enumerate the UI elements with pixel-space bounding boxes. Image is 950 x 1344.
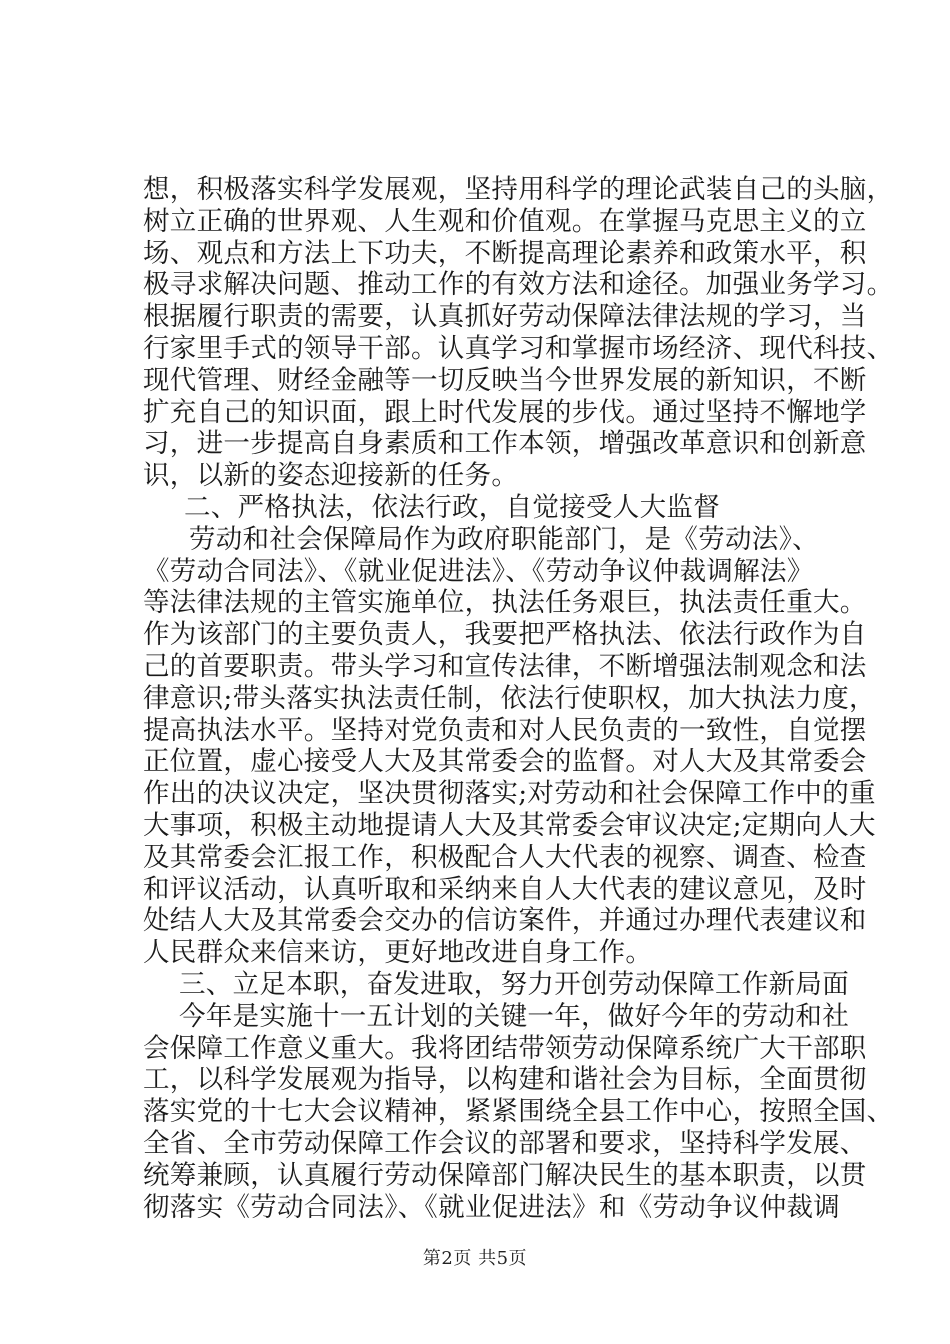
text-line: 律意识;带头落实执法责任制，依法行使职权，加大执法力度， [143, 682, 876, 714]
text-line: 彻落实《劳动合同法》、《就业促进法》和《劳动争议仲裁调 [143, 1191, 841, 1223]
text-line: 人民群众来信来访，更好地改进自身工作。 [143, 937, 653, 969]
text-line: 等法律法规的主管实施单位，执法任务艰巨，执法责任重大。 [143, 587, 867, 619]
text-line: 想，积极落实科学发展观，坚持用科学的理论武装自己的头脑， [143, 174, 894, 205]
text-line: 劳动和社会保障局作为政府职能部门，是《劳动法》、 [189, 523, 819, 555]
section-heading: 三、立足本职，奋发进取，努力开创劳动保障工作新局面 [179, 968, 849, 1000]
text-line: 大事项，积极主动地提请人大及其常委会审议决定;定期向人大 [143, 809, 876, 841]
text-line: 极寻求解决问题、推动工作的有效方法和途径。加强业务学习。 [143, 269, 894, 301]
text-line: 全省、全市劳动保障工作会议的部署和要求，坚持科学发展、 [143, 1127, 867, 1159]
text-line: 及其常委会汇报工作，积极配合人大代表的视察、调查、检查 [143, 841, 867, 873]
text-line: 现代管理、财经金融等一切反映当今世界发展的新知识，不断 [143, 364, 867, 396]
text-line: 树立正确的世界观、人生观和价值观。在掌握马克思主义的立 [143, 205, 867, 237]
text-line: 处结人大及其常委会交办的信访案件，并通过办理代表建议和 [143, 905, 867, 937]
text-line: 扩充自己的知识面，跟上时代发展的步伐。通过坚持不懈地学 [143, 396, 867, 428]
document-body [143, 174, 894, 1223]
text-line: 和评议活动，认真听取和采纳来自人大代表的建议意见，及时 [143, 873, 867, 905]
text-line: 今年是实施十一五计划的关键一年，做好今年的劳动和社 [179, 1000, 849, 1032]
text-line: 场、观点和方法上下功夫，不断提高理论素养和政策水平，积 [143, 237, 867, 269]
text-line: 提高执法水平。坚持对党负责和对人民负责的一致性，自觉摆 [143, 714, 867, 746]
text-line: 行家里手式的领导干部。认真学习和掌握市场经济、现代科技、 [143, 332, 894, 364]
page-number: 第2页 共5页 [422, 1248, 528, 1269]
text-line: 作出的决议决定，坚决贯彻落实;对劳动和社会保障工作中的重 [143, 778, 876, 810]
text-line: 工，以科学发展观为指导，以构建和谐社会为目标，全面贯彻 [143, 1064, 867, 1096]
text-line: 落实党的十七大会议精神，紧紧围绕全县工作中心，按照全国、 [143, 1096, 894, 1128]
text-line: 作为该部门的主要负责人，我要把严格执法、依法行政作为自 [143, 619, 867, 651]
section-heading: 二、严格执法，依法行政，自觉接受人大监督 [184, 491, 720, 523]
text-line: 统筹兼顾，认真履行劳动保障部门解决民生的基本职责，以贯 [143, 1159, 867, 1191]
text-line: 己的首要职责。带头学习和宣传法律，不断增强法制观念和法 [143, 650, 867, 682]
text-line: 根据履行职责的需要，认真抓好劳动保障法律法规的学习，当 [143, 301, 867, 333]
text-line: 识，以新的姿态迎接新的任务。 [143, 460, 519, 492]
text-line: 会保障工作意义重大。我将团结带领劳动保障系统广大干部职 [143, 1032, 867, 1064]
text-line: 习，进一步提高自身素质和工作本领，增强改革意识和创新意 [143, 428, 867, 460]
text-line: 正位置，虚心接受人大及其常委会的监督。对人大及其常委会 [143, 746, 867, 778]
text-line: 《劳动合同法》、《就业促进法》、《劳动争议仲裁调解法》 [143, 555, 814, 587]
